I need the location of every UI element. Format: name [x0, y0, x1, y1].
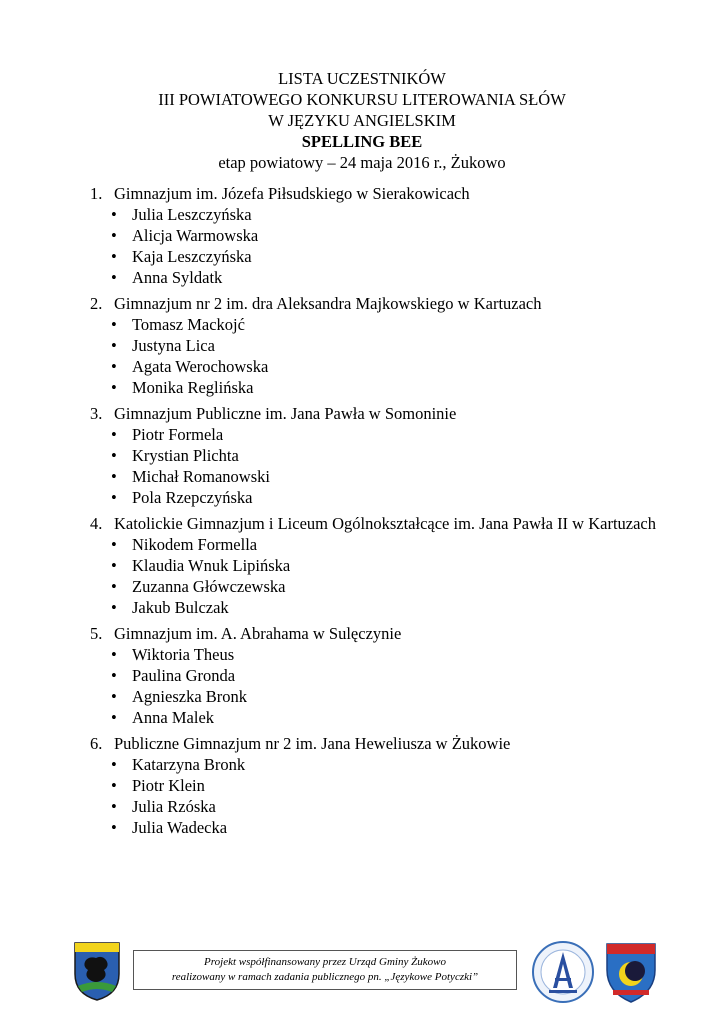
student-name: Monika Reglińska: [132, 378, 254, 397]
student-name: Tomasz Mackojć: [132, 315, 245, 334]
bullet-icon: •: [111, 776, 117, 795]
school-name: [90, 403, 690, 424]
header-language-line: W JĘZYKU ANGIELSKIM: [268, 111, 456, 130]
student-name: Piotr Formela: [132, 425, 224, 444]
student-name: Agata Werochowska: [132, 357, 269, 376]
student-list: [90, 534, 690, 618]
school-number: 1.: [90, 184, 103, 203]
bullet-icon: •: [111, 488, 117, 507]
bullet-icon: •: [111, 446, 117, 465]
student-list: [90, 314, 690, 398]
student-name: Krystian Plichta: [132, 446, 239, 465]
bullet-icon: •: [111, 336, 117, 355]
student-list: [90, 644, 690, 728]
student-name: Michał Romanowski: [132, 467, 270, 486]
school-emblem-icon: [531, 940, 595, 1004]
school-entry: [90, 733, 690, 838]
student-item: [90, 424, 690, 445]
student-name: Julia Rzóska: [132, 797, 216, 816]
student-name: Pola Rzepczyńska: [132, 488, 253, 507]
school-number: 2.: [90, 294, 103, 313]
student-list: [90, 424, 690, 508]
school-entry: [90, 403, 690, 508]
student-item: [90, 246, 690, 267]
student-item: [90, 644, 690, 665]
student-item: [90, 267, 690, 288]
school-number: 3.: [90, 404, 103, 423]
student-name: Julia Wadecka: [132, 818, 228, 837]
student-name: Jakub Bulczak: [132, 598, 229, 617]
bullet-icon: •: [111, 797, 117, 816]
student-name: Klaudia Wnuk Lipińska: [132, 556, 291, 575]
header-date-line: etap powiatowy – 24 maja 2016 r., Żukowo: [218, 153, 506, 172]
student-name: Kaja Leszczyńska: [132, 247, 252, 266]
school-entry: [90, 623, 690, 728]
bullet-icon: •: [111, 247, 117, 266]
student-item: [90, 775, 690, 796]
footer: [0, 938, 724, 1008]
bullet-icon: •: [111, 645, 117, 664]
school-list: [90, 183, 690, 843]
school-name: [90, 293, 690, 314]
student-name: Zuzanna Główczewska: [132, 577, 286, 596]
student-item: [90, 377, 690, 398]
student-item: [90, 754, 690, 775]
school-number: 4.: [90, 514, 103, 533]
student-name: Anna Syldatk: [132, 268, 223, 287]
student-item: [90, 817, 690, 838]
student-name: Agnieszka Bronk: [132, 687, 248, 706]
bullet-icon: •: [111, 598, 117, 617]
student-name: Piotr Klein: [132, 776, 205, 795]
bullet-icon: •: [111, 378, 117, 397]
student-item: [90, 707, 690, 728]
bullet-icon: •: [111, 666, 117, 685]
student-item: [90, 665, 690, 686]
school-name-text: Gimnazjum Publiczne im. Jana Pawła w Somoninie: [114, 404, 457, 423]
funding-notice-line2: realizowany w ramach zadania publicznego pn. „Językowe Potyczki”: [171, 971, 479, 983]
school-name-text: Gimnazjum nr 2 im. dra Aleksandra Majkowskiego w Kartuzach: [114, 294, 542, 313]
bullet-icon: •: [111, 268, 117, 287]
school-name: [90, 733, 690, 754]
school-number: 5.: [90, 624, 103, 643]
bullet-icon: •: [111, 357, 117, 376]
bullet-icon: •: [111, 205, 117, 224]
school-name: [90, 183, 690, 204]
student-name: Anna Malek: [132, 708, 215, 727]
student-item: [90, 597, 690, 618]
bullet-icon: •: [111, 425, 117, 444]
school-name: [90, 513, 690, 534]
bullet-icon: •: [111, 226, 117, 245]
student-item: [90, 445, 690, 466]
school-entry: [90, 293, 690, 398]
student-item: [90, 686, 690, 707]
bullet-icon: •: [111, 535, 117, 554]
school-name-text: Publiczne Gimnazjum nr 2 im. Jana Heweliusza w Żukowie: [114, 734, 511, 753]
funding-notice-line1: Projekt współfinansowany przez Urząd Gminy Żukowo: [204, 956, 446, 968]
school-name-text: Gimnazjum im. A. Abrahama w Sulęczynie: [114, 624, 402, 643]
student-item: [90, 576, 690, 597]
header-title-line: LISTA UCZESTNIKÓW: [278, 69, 446, 88]
gmina-zukowo-crest-icon: [72, 940, 122, 1002]
student-item: [90, 314, 690, 335]
student-name: Paulina Gronda: [132, 666, 236, 685]
bullet-icon: •: [111, 315, 117, 334]
student-item: [90, 796, 690, 817]
school-entry: [90, 513, 690, 618]
bullet-icon: •: [111, 687, 117, 706]
bullet-icon: •: [111, 755, 117, 774]
student-item: [90, 335, 690, 356]
student-item: [90, 356, 690, 377]
student-name: Katarzyna Bronk: [132, 755, 246, 774]
school-name-text: Katolickie Gimnazjum i Liceum Ogólnokształcące im. Jana Pawła II w Kartuzach: [114, 514, 657, 533]
student-item: [90, 204, 690, 225]
student-list: [90, 204, 690, 288]
school-number: 6.: [90, 734, 103, 753]
student-name: Nikodem Formella: [132, 535, 258, 554]
bullet-icon: •: [111, 577, 117, 596]
school-entry: [90, 183, 690, 288]
student-item: [90, 534, 690, 555]
funding-notice: [133, 950, 517, 990]
document-header: [0, 68, 724, 173]
bullet-icon: •: [111, 556, 117, 575]
school-name: [90, 623, 690, 644]
student-name: Justyna Lica: [132, 336, 215, 355]
student-name: Wiktoria Theus: [132, 645, 235, 664]
bullet-icon: •: [111, 467, 117, 486]
school-name-text: Gimnazjum im. Józefa Piłsudskiego w Sierakowicach: [114, 184, 470, 203]
bullet-icon: •: [111, 818, 117, 837]
student-list: [90, 754, 690, 838]
header-contest-line: III POWIATOWEGO KONKURSU LITEROWANIA SŁÓW: [158, 90, 566, 109]
student-name: Alicja Warmowska: [132, 226, 259, 245]
gimnazjum-heweliusz-shield-icon: [603, 940, 659, 1004]
student-item: [90, 225, 690, 246]
header-spelling-bee: SPELLING BEE: [301, 132, 423, 151]
student-item: [90, 555, 690, 576]
bullet-icon: •: [111, 708, 117, 727]
student-item: [90, 487, 690, 508]
student-name: Julia Leszczyńska: [132, 205, 252, 224]
student-item: [90, 466, 690, 487]
